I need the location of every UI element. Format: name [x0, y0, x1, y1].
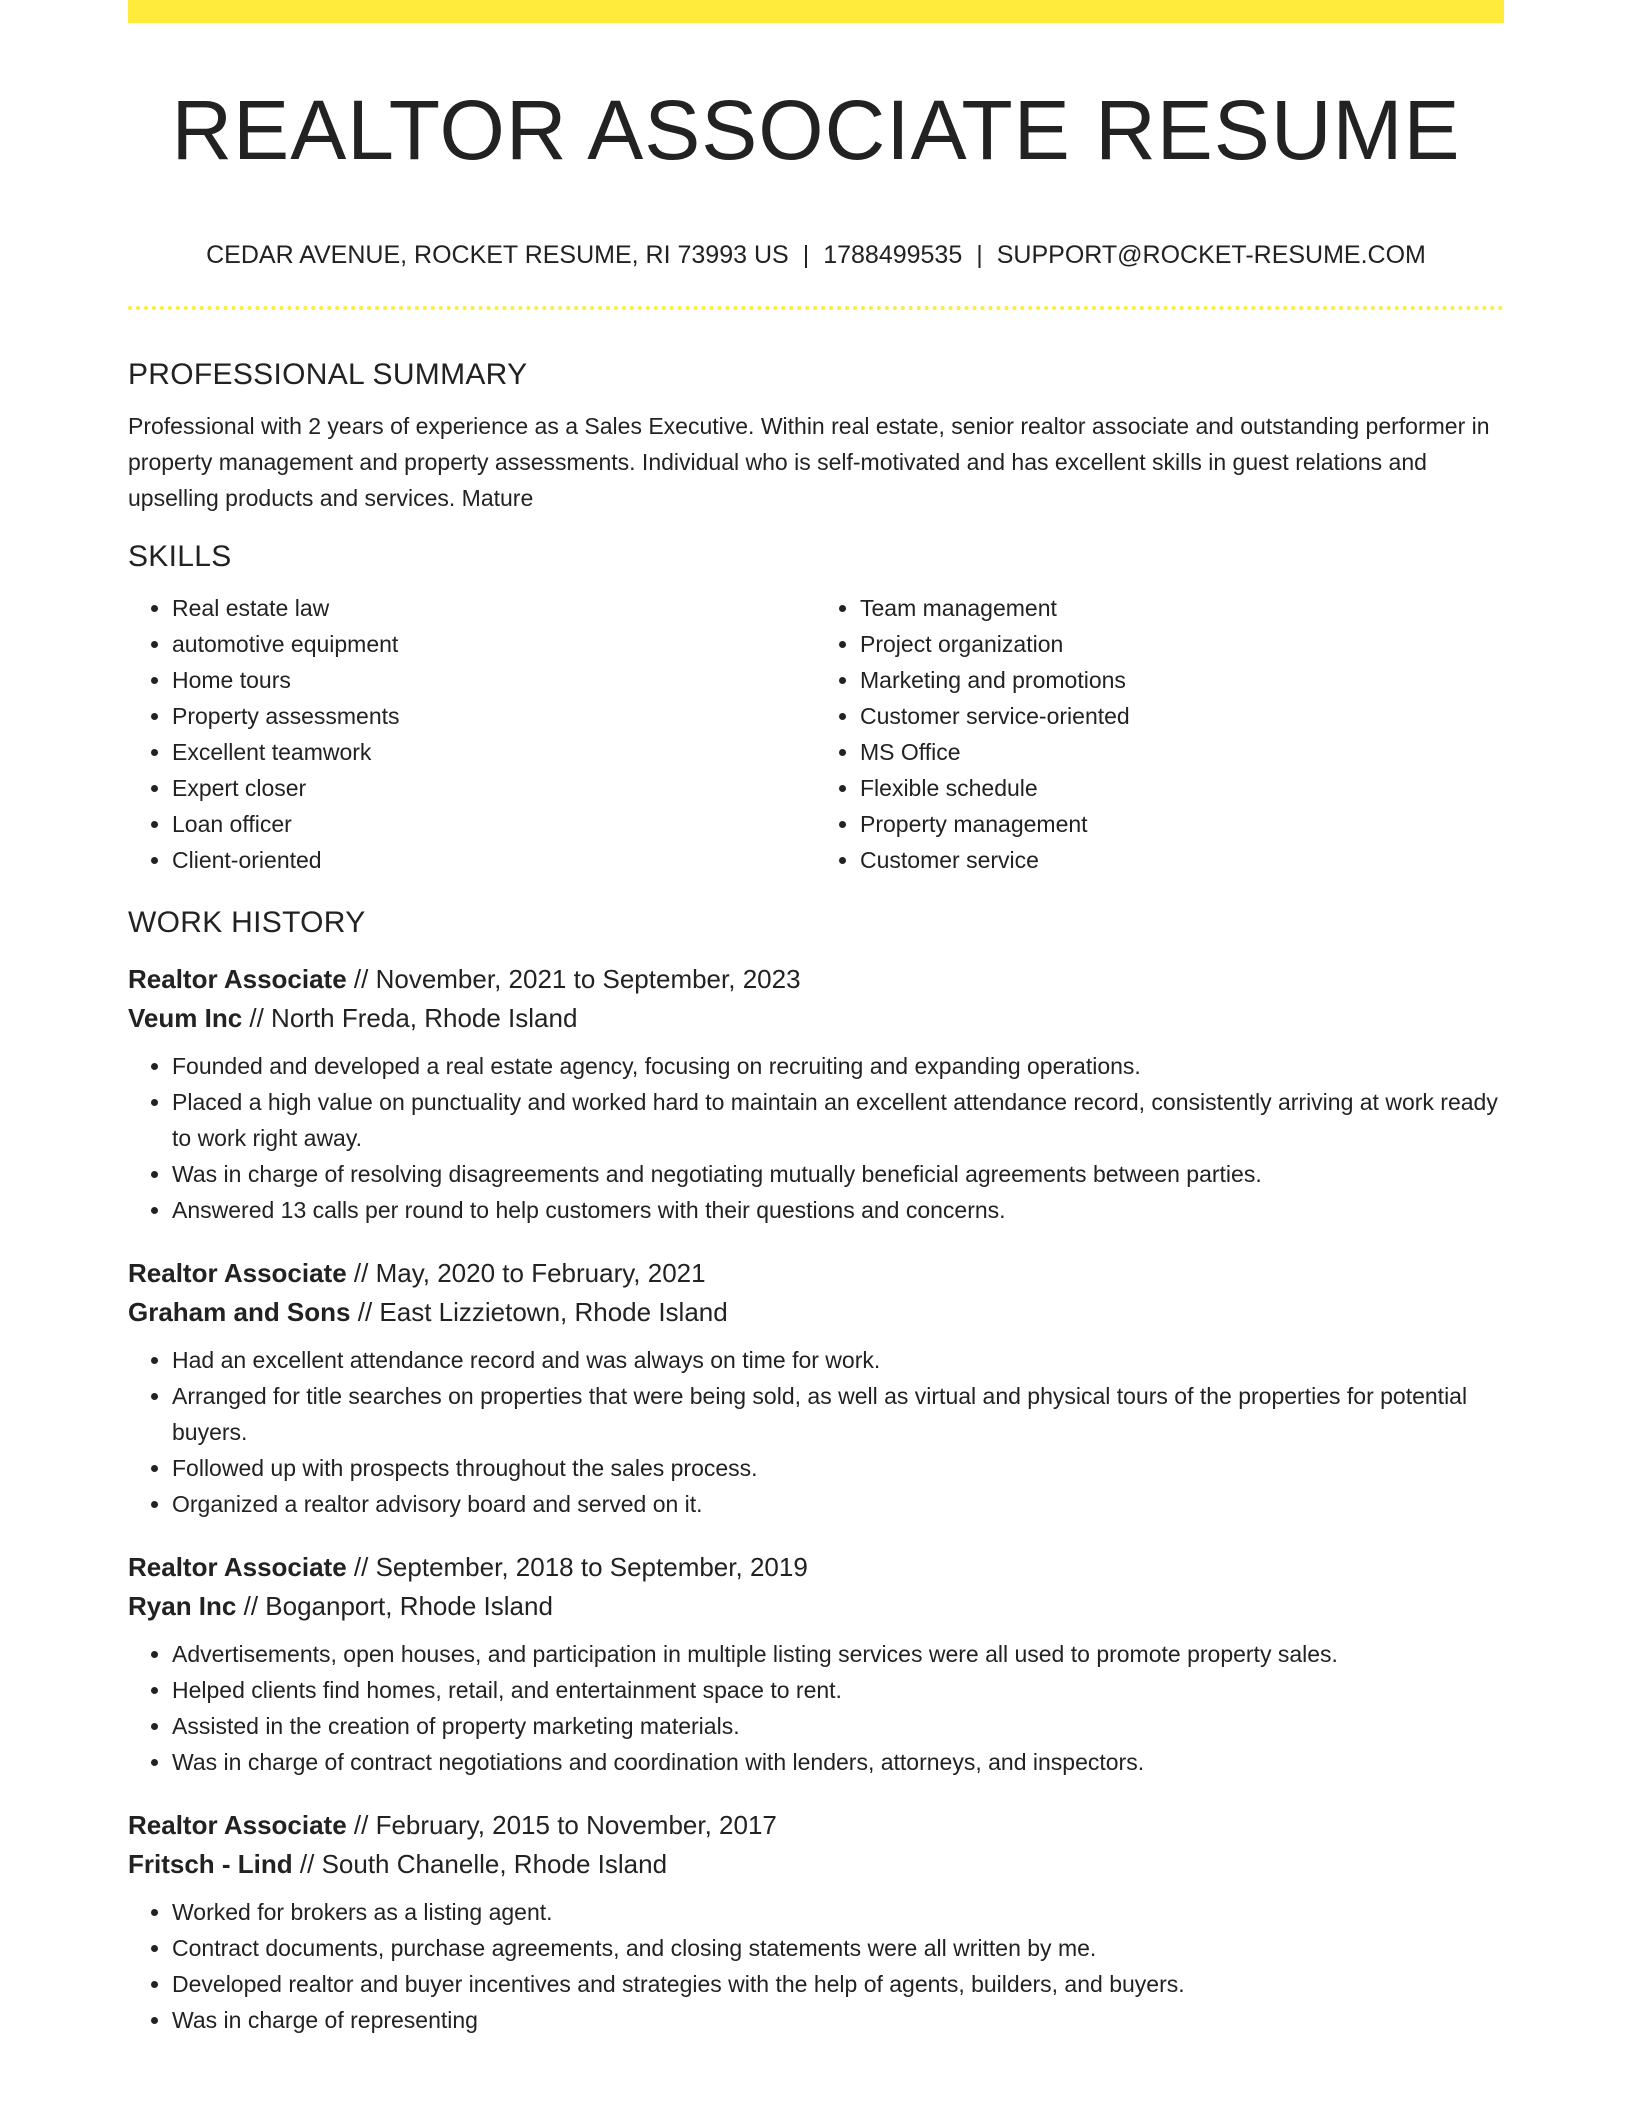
contact-separator: |	[976, 241, 983, 269]
resume-title: REALTOR ASSOCIATE RESUME	[171, 83, 1461, 177]
skill-item: • Team management	[860, 590, 1504, 626]
job-entry	[128, 1806, 1504, 2038]
job-bullet: • Organized a realtor advisory board and served on it.	[172, 1486, 1504, 1522]
contact-address: CEDAR AVENUE, ROCKET RESUME, RI 73993 US	[206, 241, 789, 269]
skill-item: • Real estate law	[172, 590, 816, 626]
job-bullet: • Assisted in the creation of property marketing materials.	[172, 1708, 1504, 1744]
contact-line	[128, 236, 1504, 274]
job-bullets	[128, 1894, 1504, 2038]
skills-columns	[128, 590, 1504, 878]
job-dates: // February, 2015 to November, 2017	[346, 1810, 777, 1840]
job-bullet: • Founded and developed a real estate agency, focusing on recruiting and expanding operations.	[172, 1048, 1504, 1084]
skill-item: • Home tours	[172, 662, 816, 698]
skills-right-list	[816, 590, 1504, 878]
job-location: // South Chanelle, Rhode Island	[292, 1849, 668, 1879]
job-location: // North Freda, Rhode Island	[242, 1003, 578, 1033]
job-bullet: • Was in charge of representing	[172, 2002, 1504, 2038]
skill-item: • Excellent teamwork	[172, 734, 816, 770]
job-company: Fritsch - Lind	[128, 1849, 293, 1879]
skills-heading: SKILLS	[128, 540, 232, 573]
job-company: Veum Inc	[128, 1003, 243, 1033]
job-bullet: • Was in charge of contract negotiations and coordination with lenders, attorneys, and inspectors.	[172, 1744, 1504, 1780]
job-dates: // September, 2018 to September, 2019	[346, 1552, 808, 1582]
skill-item: • automotive equipment	[172, 626, 816, 662]
job-company-line	[128, 1293, 1504, 1332]
job-bullet: • Placed a high value on punctuality and worked hard to maintain an excellent attendance record, consistently arriving at work ready to work right away.	[172, 1084, 1504, 1156]
skill-item: • Customer service	[860, 842, 1504, 878]
skill-item: • MS Office	[860, 734, 1504, 770]
job-bullet: • Arranged for title searches on properties that were being sold, as well as virtual and physical tours of the properties for potential buyers.	[172, 1378, 1504, 1450]
dotted-divider	[128, 306, 1504, 310]
contact-email: SUPPORT@ROCKET-RESUME.COM	[996, 241, 1426, 269]
job-title-line	[128, 1254, 1504, 1293]
resume-body	[128, 350, 1504, 2064]
skills-left-list	[128, 590, 816, 878]
job-bullet: • Was in charge of resolving disagreements and negotiating mutually beneficial agreements between parties.	[172, 1156, 1504, 1192]
work-history-heading: WORK HISTORY	[128, 906, 366, 939]
top-accent-bar	[128, 0, 1504, 23]
contact-phone: 1788499535	[823, 241, 963, 269]
job-bullet: • Answered 13 calls per round to help customers with their questions and concerns.	[172, 1192, 1504, 1228]
job-company: Ryan Inc	[128, 1591, 237, 1621]
contact-separator: |	[802, 241, 810, 269]
job-bullets	[128, 1636, 1504, 1780]
job-role: Realtor Associate	[128, 1552, 347, 1582]
job-role: Realtor Associate	[128, 1810, 347, 1840]
skill-item: • Project organization	[860, 626, 1504, 662]
skill-item: • Flexible schedule	[860, 770, 1504, 806]
job-bullet: • Developed realtor and buyer incentives and strategies with the help of agents, builders, and buyers.	[172, 1966, 1504, 2002]
job-bullet: • Helped clients find homes, retail, and entertainment space to rent.	[172, 1672, 1504, 1708]
summary-text: Professional with 2 years of experience as a Sales Executive. Within real estate, senior realtor associate and outstanding performer in property management and property assessments. Individual who is self-motivated and has excellent skills in guest relations and upselling products and services. Mature	[128, 413, 1490, 511]
job-bullet: • Advertisements, open houses, and participation in multiple listing services were all used to promote property sales.	[172, 1636, 1504, 1672]
job-role: Realtor Associate	[128, 964, 347, 994]
job-company-line	[128, 999, 1504, 1038]
job-bullets	[128, 1048, 1504, 1228]
job-entry	[128, 960, 1504, 1228]
job-dates: // November, 2021 to September, 2023	[346, 964, 801, 994]
skill-item: • Loan officer	[172, 806, 816, 842]
skill-item: • Client-oriented	[172, 842, 816, 878]
job-company-line	[128, 1845, 1504, 1884]
job-dates: // May, 2020 to February, 2021	[346, 1258, 706, 1288]
job-bullet: • Had an excellent attendance record and was always on time for work.	[172, 1342, 1504, 1378]
job-title-line	[128, 1806, 1504, 1845]
skill-item: • Marketing and promotions	[860, 662, 1504, 698]
job-bullet: • Followed up with prospects throughout the sales process.	[172, 1450, 1504, 1486]
job-role: Realtor Associate	[128, 1258, 347, 1288]
job-entry	[128, 1548, 1504, 1780]
job-bullet: • Contract documents, purchase agreements, and closing statements were all written by me.	[172, 1930, 1504, 1966]
skill-item: • Expert closer	[172, 770, 816, 806]
job-title-line	[128, 960, 1504, 999]
job-entry	[128, 1254, 1504, 1522]
job-company: Graham and Sons	[128, 1297, 351, 1327]
job-bullet: • Worked for brokers as a listing agent.	[172, 1894, 1504, 1930]
job-location: // East Lizzietown, Rhode Island	[350, 1297, 728, 1327]
skill-item: • Property management	[860, 806, 1504, 842]
job-location: // Boganport, Rhode Island	[236, 1591, 553, 1621]
summary-heading: PROFESSIONAL SUMMARY	[128, 358, 528, 391]
job-bullets	[128, 1342, 1504, 1522]
skill-item: • Property assessments	[172, 698, 816, 734]
skill-item: • Customer service-oriented	[860, 698, 1504, 734]
job-company-line	[128, 1587, 1504, 1626]
job-title-line	[128, 1548, 1504, 1587]
